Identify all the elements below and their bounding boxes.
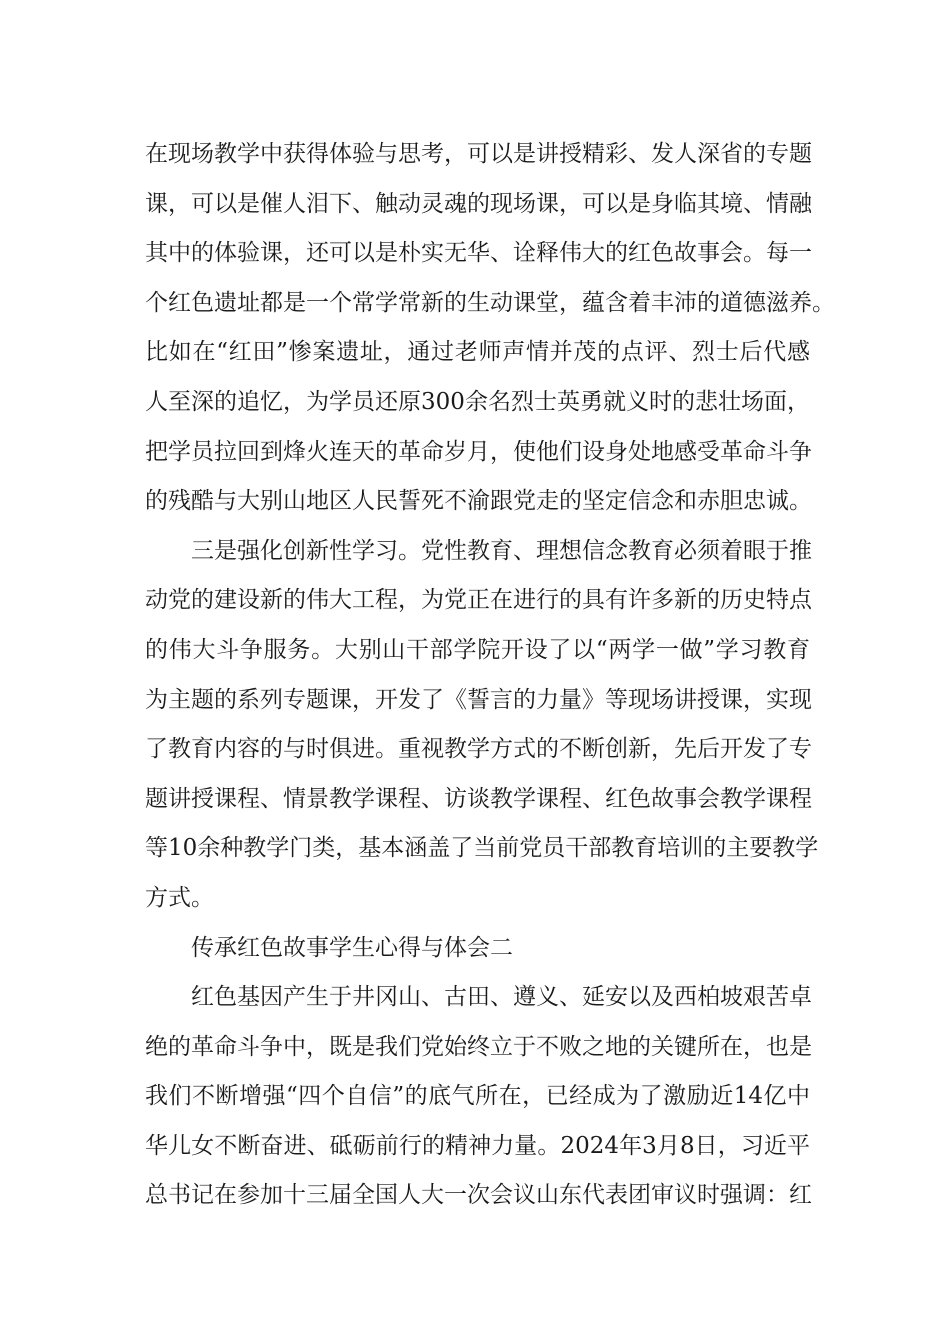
document-body [145, 130, 835, 1221]
text-line: 动党的建设新的伟大工程，为党正在进行的具有许多新的历史特点 [145, 587, 812, 614]
text-line: 课，可以是催人泪下、触动灵魂的现场课，可以是身临其境、情融 [145, 190, 812, 217]
text-line: 等10余种教学门类，基本涵盖了当前党员干部教育培训的主要教学 [145, 835, 819, 862]
text-line: 个红色遗址都是一个常学常新的生动课堂，蕴含着丰沛的道德滋养。 [145, 289, 835, 316]
text-line: 红色基因产生于井冈山、古田、遵义、延安以及西柏坡艰苦卓 [191, 984, 812, 1011]
text-line: 把学员拉回到烽火连天的革命岁月，使他们设身处地感受革命斗争 [145, 438, 812, 465]
text-line: 了教育内容的与时俱进。重视教学方式的不断创新，先后开发了专 [145, 736, 812, 763]
text-line: 华儿女不断奋进、砥砺前行的精神力量。2024年3月8日，习近平 [145, 1132, 810, 1159]
text-line: 我们不断增强“四个自信”的底气所在，已经成为了激励近14亿中 [145, 1083, 810, 1110]
text-line: 三是强化创新性学习。党性教育、理想信念教育必须着眼于推 [191, 537, 812, 564]
paragraph-2 [145, 527, 819, 924]
text-line: 绝的革命斗争中，既是我们党始终立于不败之地的关键所在，也是 [145, 1033, 812, 1060]
text-line: 总书记在参加十三届全国人大一次会议山东代表团审议时强调：红 [145, 1182, 812, 1209]
text-line: 人至深的追忆，为学员还原300余名烈士英勇就义时的悲壮场面， [145, 388, 810, 415]
heading-text: 传承红色故事学生心得与体会二 [191, 934, 513, 961]
text-line: 在现场教学中获得体验与思考，可以是讲授精彩、发人深省的专题 [145, 141, 812, 167]
paragraph-1 [145, 130, 835, 527]
text-line: 的残酷与大别山地区人民誓死不渝跟党走的坚定信念和赤胆忠诚。 [145, 488, 812, 515]
text-line: 其中的体验课，还可以是朴实无华、诠释伟大的红色故事会。每一 [145, 240, 812, 267]
text-line: 的伟大斗争服务。大别山干部学院开设了以“两学一做”学习教育 [145, 636, 810, 663]
text-line: 为主题的系列专题课，开发了《誓言的力量》等现场讲授课，实现 [145, 686, 812, 713]
text-line: 比如在“红田”惨案遗址，通过老师声情并茂的点评、烈士后代感 [145, 339, 810, 366]
text-line: 题讲授课程、情景教学课程、访谈教学课程、红色故事会教学课程 [145, 785, 812, 812]
paragraph-3 [145, 973, 810, 1221]
section-heading [145, 924, 810, 974]
text-line: 方式。 [145, 884, 214, 911]
